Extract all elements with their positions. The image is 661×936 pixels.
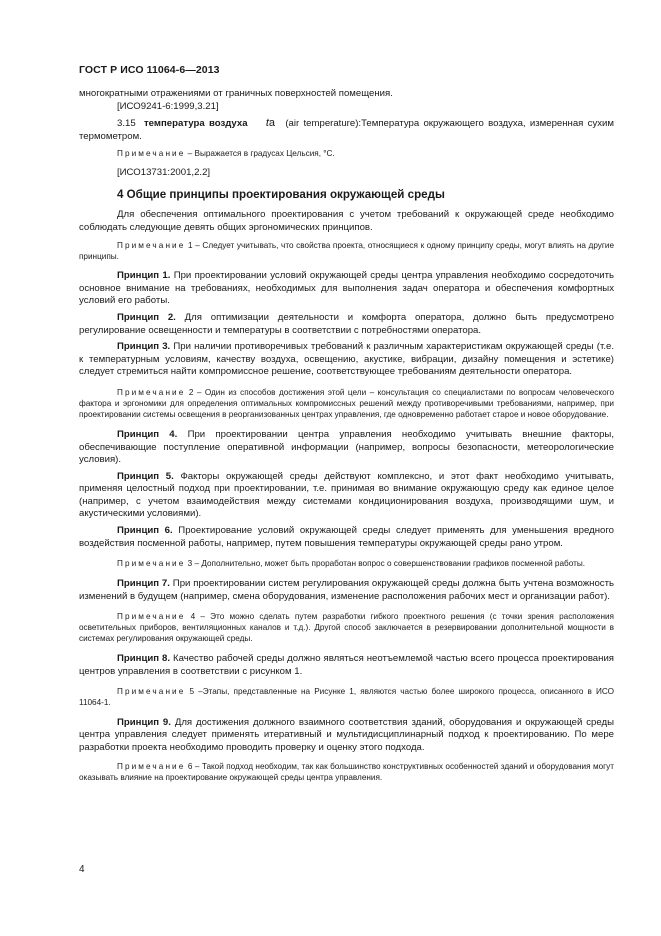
note-label: Примечание [117, 149, 186, 159]
principle-9: Принцип 9. Для достижения должного взаимного соответствия зданий, оборудования и окружающей среды центра управления следует применять итеративный и мультидисциплинарный подход к проектированию. По мере разработки проекта необходимо проводить проверку и оценку этого подхода. [79, 716, 614, 753]
page-number: 4 [79, 864, 85, 875]
note-5: Примечание 5 –Этапы, представленные на Рисунке 1, являются частью более широкого процесса, описанного в ИСО 11064-1. [79, 686, 614, 707]
page-content [79, 88, 614, 783]
note-4: Примечание 4 – Это можно сделать путем разработки гибкого проектного решения (с точки зрения расположения осветительных приборов, вентиляционных каналов и т.д.). Другой способ заключается в резервировании дополнительной мощности в системах регулирования окружающей среды. [79, 612, 614, 644]
note-celsius: Примечание – Выражается в градусах Цельсия, °С. [117, 149, 335, 159]
term-3-15 [79, 117, 614, 143]
principle-3: Принцип 3. При наличии противоречивых требований к различным характеристикам окружающей среды (т.е. к температурным условиям, качеству воздуха, освещению, акустике, вибрации, дизайну помещения и эстетике) следует стремиться найти компромиссное решение, соответствующее требованиям деятельности оператора. [79, 341, 614, 378]
reference-iso13731: [ИСО13731:2001,2.2] [117, 167, 211, 179]
term-definition: (air temperature):Температура окружающего воздуха, измеренная сухим термометром. [79, 118, 615, 142]
note-6: Примечание 6 – Такой подход необходим, так как большинство конструктивных особенностей зданий и оборудования могут оказывать влияние на проектирование окружающей среды центра управления. [79, 762, 614, 783]
note-2: Примечание 2 – Один из способов достижения этой цели – консультация со специалистами по вопросам человеческого фактора и эргономики для определения оптимальных компромиссных решений между противоречивыми требованиями, например, при проектировании системы освещения в реорганизованных центрах управления, где одновременно работает старое и новое оборудование. [79, 387, 614, 419]
continuation-text: многократными отражениями от граничных поверхностей помещения. [79, 88, 393, 99]
term-subscript: a [268, 117, 276, 130]
principle-5: Принцип 5. Факторы окружающей среды действуют комплексно, и этот факт необходимо учитывать, применяя целостный подход при проектировании, т.е. принимая во внимание окружающую среду как единое целое (например, с учетом взаимодействия между системами кондиционирования воздуха, производящими шум, и акустическими условиями). [79, 470, 614, 520]
term-name: температура воздуха [143, 118, 248, 130]
principle-6: Принцип 6. Проектирование условий окружающей среды следует применять для уменьшения вредного воздействия посменной работы, например, путем повышения температуры окружающей среды рано утром. [79, 525, 614, 549]
principle-8: Принцип 8. Качество рабочей среды должно являться неотъемлемой частью всего процесса проектирования центров управления в соответствии с рисунком 1. [79, 653, 614, 678]
term-number: 3.15 [117, 118, 136, 130]
principle-4: Принцип 4. При проектировании центра управления необходимо учитывать внешние факторы, обеспечивающие поступление оперативной информации (например, вопросы безопасности, метеорологические условия). [79, 428, 614, 466]
reference-iso9241: [ИСО9241-6:1999,3.21] [117, 100, 219, 112]
section-intro: Для обеспечения оптимального проектирования с учетом требований к окружающей среде необходимо соблюдать следующие девять общих эргономических принципов. [79, 208, 614, 233]
document-header: ГОСТ Р ИСО 11064-6—2013 [79, 64, 220, 76]
term-symbol: t [265, 117, 269, 130]
note-1: Примечание 1 – Следует учитывать, что свойства проекта, относящиеся к одному принципу среды, могут влиять на другие принципы. [79, 241, 614, 262]
principle-7: Принцип 7. При проектировании систем регулирования окружающей среды должна быть учтена возможность изменений в будущем (например, смена оборудования, изменение расположения рабочих мест и организации работ). [79, 578, 614, 602]
principle-1: Принцип 1. При проектировании условий окружающей среды центра управления необходимо сосредоточить основное внимание на требованиях, необходимых для выполнения задач оператора и обеспечения комфортных условий его работы. [79, 270, 614, 307]
section-heading: 4 Общие принципы проектирования окружающей среды [117, 187, 445, 201]
principle-2: Принцип 2. Для оптимизации деятельности и комфорта оператора, должно быть предусмотрено регулирование освещенности и температуры в соответствии с потребностями оператора. [79, 311, 614, 336]
note-3: Примечание 3 – Дополнительно, может быть проработан вопрос о совершенствовании графиков посменной работы. [117, 559, 586, 569]
